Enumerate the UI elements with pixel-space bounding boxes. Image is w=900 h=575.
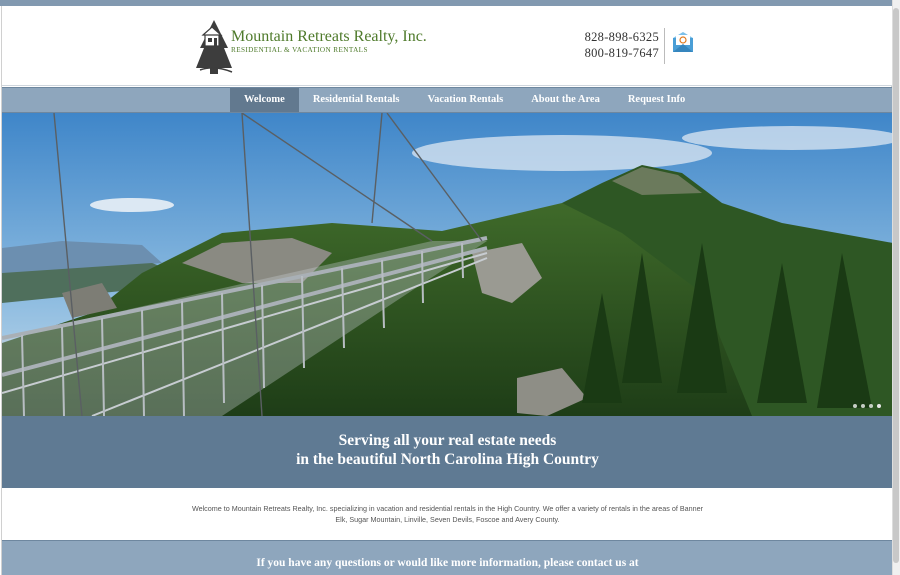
hero-slider[interactable] bbox=[2, 113, 893, 416]
nav-item-vacation-rentals[interactable]: Vacation Rentals bbox=[427, 94, 504, 105]
nav-item-residential-rentals[interactable]: Residential Rentals bbox=[312, 94, 400, 105]
house-tree-logo-icon[interactable] bbox=[194, 18, 234, 76]
nav-item-about-the-area[interactable]: About the Area bbox=[531, 94, 600, 105]
slider-dot-active[interactable] bbox=[877, 404, 881, 408]
contact-prompt: If you have any questions or would like more information, please contact us at bbox=[256, 557, 639, 569]
slider-dot[interactable] bbox=[861, 404, 865, 408]
brand-name[interactable]: Mountain Retreats Realty, Inc. bbox=[231, 28, 427, 45]
contact-band bbox=[2, 540, 893, 575]
phone-primary[interactable]: 828-898-6325 bbox=[584, 30, 659, 44]
intro-text: Welcome to Mountain Retreats Realty, Inc. specializing in vacation and residential rentals in the High Country. We offer a variety of rentals in the areas of Banner Elk, Sugar Mountain, Linville, Seven Devils, Foscoe and Avery County. bbox=[191, 504, 704, 524]
phone-numbers bbox=[584, 29, 659, 61]
intro-section bbox=[2, 488, 893, 540]
nav-item-welcome[interactable]: Welcome bbox=[230, 88, 299, 112]
banner-line-1: Serving all your real estate needs bbox=[338, 432, 557, 449]
envelope-email-icon[interactable] bbox=[672, 32, 694, 54]
tagline-banner bbox=[2, 416, 893, 488]
brand-tagline: RESIDENTIAL & VACATION RENTALS bbox=[231, 46, 368, 54]
phone-tollfree[interactable]: 800-819-7647 bbox=[584, 46, 659, 60]
hero-image bbox=[2, 113, 893, 416]
nav-item-request-info[interactable]: Request Info bbox=[627, 94, 686, 105]
page bbox=[1, 6, 892, 575]
main-navigation bbox=[2, 87, 893, 113]
scrollbar[interactable] bbox=[892, 0, 900, 575]
banner-line-2: in the beautiful North Carolina High Country bbox=[296, 451, 599, 468]
divider bbox=[664, 28, 665, 64]
scrollbar-thumb[interactable] bbox=[893, 8, 899, 563]
slider-dot[interactable] bbox=[869, 404, 873, 408]
site-header bbox=[2, 6, 893, 86]
slider-dot[interactable] bbox=[853, 404, 857, 408]
slider-dots bbox=[853, 404, 881, 408]
